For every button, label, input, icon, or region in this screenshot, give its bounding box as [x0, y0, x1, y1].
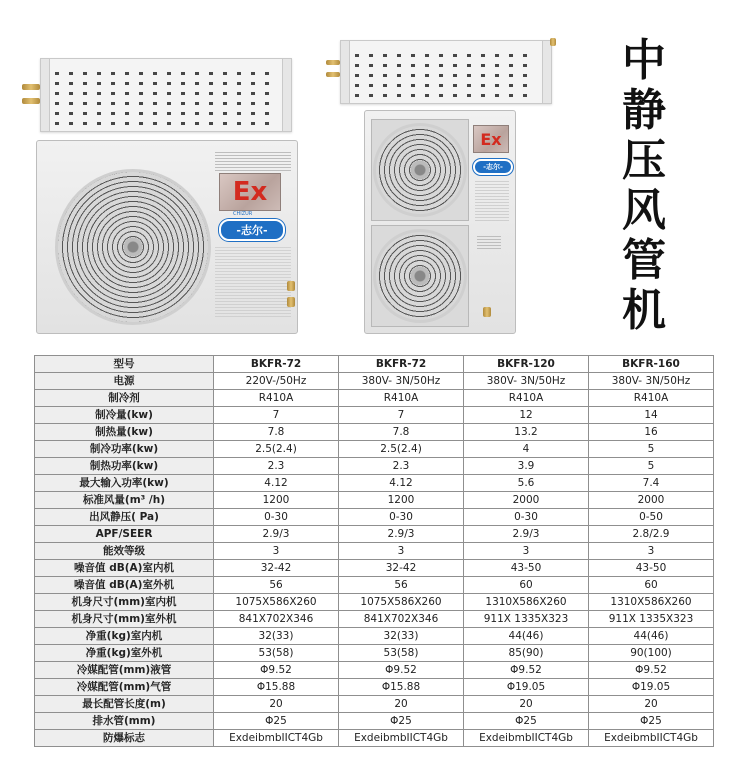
table-cell: 380V- 3N/50Hz	[589, 373, 714, 390]
table-cell: 2.3	[214, 458, 339, 475]
table-cell: 4.12	[214, 475, 339, 492]
refrigerant-pipe-icon	[550, 38, 556, 46]
table-row	[35, 679, 714, 696]
table-cell: 2000	[589, 492, 714, 509]
refrigerant-pipe-icon	[22, 98, 40, 104]
table-cell: 380V- 3N/50Hz	[339, 373, 464, 390]
row-label: 冷媒配管(mm)液管	[35, 662, 214, 679]
ex-plate-text: Ex	[480, 129, 502, 149]
row-label: 噪音值 dB(A)室内机	[35, 560, 214, 577]
table-cell: 2.5(2.4)	[339, 441, 464, 458]
page-title	[616, 36, 672, 336]
table-cell: 53(58)	[339, 645, 464, 662]
table-cell: Φ9.52	[339, 662, 464, 679]
refrigerant-pipe-icon	[326, 60, 340, 65]
valve-icon	[483, 307, 491, 317]
table-cell: Φ19.05	[589, 679, 714, 696]
row-label: 型号	[35, 356, 214, 373]
brand-logo-badge: -志尔-	[473, 159, 513, 175]
table-cell: 841X702X346	[339, 611, 464, 628]
spec-table	[34, 355, 714, 747]
table-cell: 1200	[339, 492, 464, 509]
table-cell: 3.9	[464, 458, 589, 475]
side-vent	[475, 181, 509, 221]
table-row	[35, 492, 714, 509]
table-cell: 2.9/3	[339, 526, 464, 543]
row-label: 能效等级	[35, 543, 214, 560]
row-label: 制热功率(kw)	[35, 458, 214, 475]
table-row	[35, 526, 714, 543]
indoor-unit-right	[340, 40, 552, 104]
table-cell: BKFR-72	[339, 356, 464, 373]
table-cell: BKFR-160	[589, 356, 714, 373]
table-cell: R410A	[464, 390, 589, 407]
table-row	[35, 390, 714, 407]
title-char: 风	[622, 185, 666, 236]
spec-table-body	[35, 356, 714, 747]
table-cell: 2.5(2.4)	[214, 441, 339, 458]
table-cell: ExdeibmbIICT4Gb	[464, 730, 589, 747]
table-cell: Φ9.52	[589, 662, 714, 679]
table-cell: 2000	[464, 492, 589, 509]
table-cell: 0-50	[589, 509, 714, 526]
table-row	[35, 645, 714, 662]
table-row	[35, 475, 714, 492]
table-row	[35, 373, 714, 390]
row-label: 最大输入功率(kw)	[35, 475, 214, 492]
table-cell: ExdeibmbIICT4Gb	[214, 730, 339, 747]
row-label: 防爆标志	[35, 730, 214, 747]
table-cell: 32-42	[214, 560, 339, 577]
table-cell: Φ15.88	[339, 679, 464, 696]
row-label: 出风静压( Pa)	[35, 509, 214, 526]
table-cell: 4.12	[339, 475, 464, 492]
table-row	[35, 356, 714, 373]
table-cell: 1310X586X260	[464, 594, 589, 611]
table-row	[35, 560, 714, 577]
table-cell: ExdeibmbIICT4Gb	[589, 730, 714, 747]
table-cell: 2.8/2.9	[589, 526, 714, 543]
fan-icon	[373, 123, 467, 217]
title-char: 压	[622, 135, 666, 186]
row-label: 制热量(kw)	[35, 424, 214, 441]
ex-explosion-proof-plate	[473, 125, 509, 153]
table-cell: 1075X586X260	[339, 594, 464, 611]
product-photos	[0, 0, 750, 350]
table-cell: 2.3	[339, 458, 464, 475]
table-cell: 7	[214, 407, 339, 424]
table-cell: 7.4	[589, 475, 714, 492]
table-cell: 43-50	[464, 560, 589, 577]
indoor-unit-left	[40, 58, 292, 132]
row-label: 制冷功率(kw)	[35, 441, 214, 458]
title-char: 管	[622, 235, 666, 286]
table-cell: 380V- 3N/50Hz	[464, 373, 589, 390]
table-cell: 2.9/3	[214, 526, 339, 543]
table-cell: 13.2	[464, 424, 589, 441]
table-cell: 0-30	[214, 509, 339, 526]
table-cell: 32(33)	[214, 628, 339, 645]
table-row	[35, 713, 714, 730]
table-cell: 220V-/50Hz	[214, 373, 339, 390]
table-cell: BKFR-120	[464, 356, 589, 373]
table-cell: 911X 1335X323	[589, 611, 714, 628]
table-row	[35, 730, 714, 747]
row-label: 排水管(mm)	[35, 713, 214, 730]
side-vent	[215, 245, 291, 317]
valve-icon	[287, 297, 295, 307]
table-cell: 44(46)	[464, 628, 589, 645]
table-row	[35, 407, 714, 424]
table-cell: ExdeibmbIICT4Gb	[339, 730, 464, 747]
row-label: 电源	[35, 373, 214, 390]
table-cell: 85(90)	[464, 645, 589, 662]
table-cell: R410A	[214, 390, 339, 407]
table-cell: 44(46)	[589, 628, 714, 645]
table-cell: 20	[214, 696, 339, 713]
side-vent	[477, 235, 501, 249]
table-cell: 5	[589, 441, 714, 458]
table-row	[35, 424, 714, 441]
table-cell: Φ25	[464, 713, 589, 730]
table-row	[35, 509, 714, 526]
fan-icon	[55, 169, 211, 325]
brand-logo-badge: -志尔-	[219, 219, 285, 241]
row-label: 标准风量(m³ /h)	[35, 492, 214, 509]
table-cell: 0-30	[339, 509, 464, 526]
table-cell: 32-42	[339, 560, 464, 577]
table-cell: Φ9.52	[464, 662, 589, 679]
table-cell: Φ9.52	[214, 662, 339, 679]
table-cell: Φ25	[589, 713, 714, 730]
table-cell: 20	[339, 696, 464, 713]
table-cell: 43-50	[589, 560, 714, 577]
table-row	[35, 441, 714, 458]
table-cell: Φ15.88	[214, 679, 339, 696]
table-cell: 53(58)	[214, 645, 339, 662]
row-label: APF/SEER	[35, 526, 214, 543]
table-row	[35, 458, 714, 475]
table-cell: BKFR-72	[214, 356, 339, 373]
row-label: 净重(kg)室外机	[35, 645, 214, 662]
table-cell: 60	[589, 577, 714, 594]
table-cell: 7	[339, 407, 464, 424]
table-cell: 911X 1335X323	[464, 611, 589, 628]
table-row	[35, 594, 714, 611]
table-row	[35, 696, 714, 713]
table-cell: 2.9/3	[464, 526, 589, 543]
table-cell: 12	[464, 407, 589, 424]
table-cell: 3	[589, 543, 714, 560]
brand-small-text: CHIZUR	[233, 211, 253, 217]
ex-plate-text: Ex	[232, 177, 268, 207]
table-cell: Φ19.05	[464, 679, 589, 696]
table-cell: 1310X586X260	[589, 594, 714, 611]
table-cell: 20	[589, 696, 714, 713]
title-char: 机	[622, 285, 666, 336]
row-label: 机身尺寸(mm)室内机	[35, 594, 214, 611]
table-cell: 16	[589, 424, 714, 441]
table-cell: Φ25	[214, 713, 339, 730]
outdoor-unit-right	[364, 110, 516, 334]
table-cell: Φ25	[339, 713, 464, 730]
table-cell: 90(100)	[589, 645, 714, 662]
row-label: 制冷剂	[35, 390, 214, 407]
row-label: 制冷量(kw)	[35, 407, 214, 424]
refrigerant-pipe-icon	[22, 84, 40, 90]
table-row	[35, 543, 714, 560]
table-cell: 0-30	[464, 509, 589, 526]
row-label: 冷媒配管(mm)气管	[35, 679, 214, 696]
table-cell: 7.8	[339, 424, 464, 441]
fan-icon	[373, 229, 467, 323]
row-label: 机身尺寸(mm)室外机	[35, 611, 214, 628]
refrigerant-pipe-icon	[326, 72, 340, 77]
table-row	[35, 577, 714, 594]
table-cell: R410A	[339, 390, 464, 407]
table-row	[35, 611, 714, 628]
table-cell: 32(33)	[339, 628, 464, 645]
table-cell: 1200	[214, 492, 339, 509]
title-char: 静	[622, 85, 666, 136]
title-char: 中	[622, 35, 666, 86]
table-cell: 841X702X346	[214, 611, 339, 628]
table-cell: 3	[339, 543, 464, 560]
row-label: 最长配管长度(m)	[35, 696, 214, 713]
row-label: 净重(kg)室内机	[35, 628, 214, 645]
table-cell: 5	[589, 458, 714, 475]
table-row	[35, 628, 714, 645]
ex-explosion-proof-plate	[219, 173, 281, 211]
table-cell: 7.8	[214, 424, 339, 441]
table-cell: 1075X586X260	[214, 594, 339, 611]
table-cell: 14	[589, 407, 714, 424]
table-cell: 56	[339, 577, 464, 594]
table-cell: 3	[464, 543, 589, 560]
table-cell: 4	[464, 441, 589, 458]
outdoor-unit-left	[36, 140, 298, 334]
table-cell: R410A	[589, 390, 714, 407]
table-cell: 60	[464, 577, 589, 594]
table-row	[35, 662, 714, 679]
table-cell: 5.6	[464, 475, 589, 492]
table-cell: 56	[214, 577, 339, 594]
table-cell: 20	[464, 696, 589, 713]
table-cell: 3	[214, 543, 339, 560]
side-vent	[215, 151, 291, 171]
valve-icon	[287, 281, 295, 291]
row-label: 噪音值 dB(A)室外机	[35, 577, 214, 594]
